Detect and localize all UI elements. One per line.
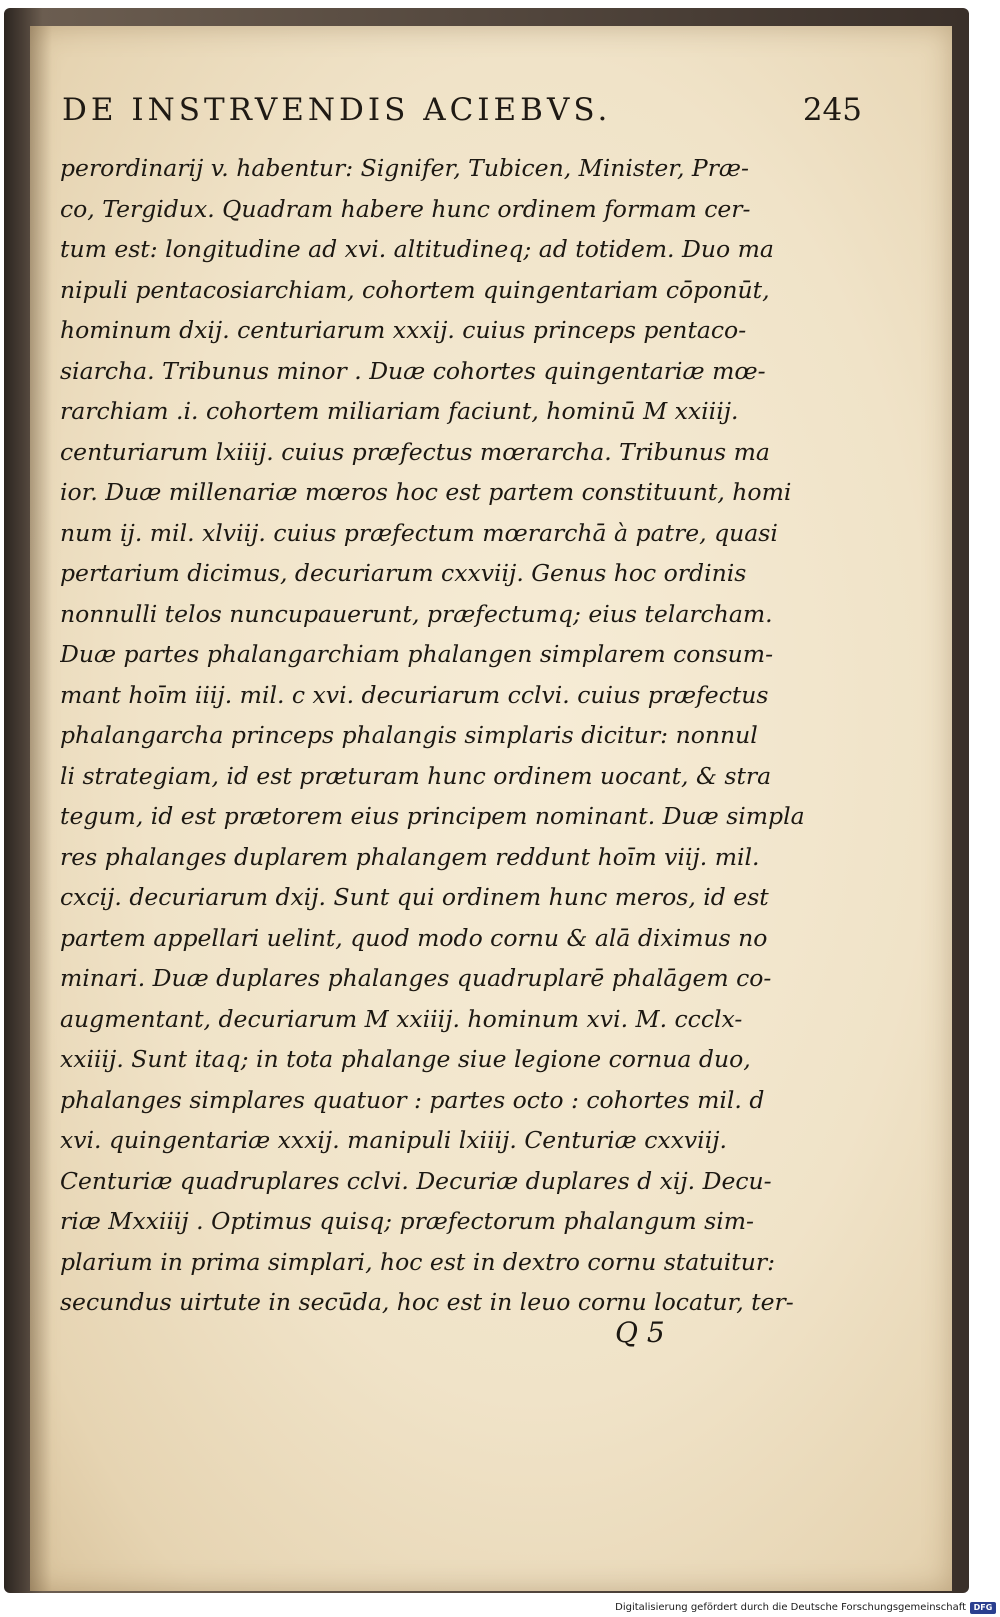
text-line: secundus uirtute in secūda, hoc est in leuo cornu locatur, ter- — [60, 1288, 794, 1316]
text-line: cxcij. decuriarum dxij. Sunt qui ordinem hunc meros, id est — [60, 883, 769, 911]
text-line: siarcha. Tribunus minor . Duæ cohortes quingentariæ mœ- — [60, 356, 766, 385]
text-line: tegum, id est prætorem eius principem nominant. Duæ simpla — [60, 802, 805, 830]
text-line: res phalanges duplarem phalangem reddunt hoīm viij. mil. — [60, 842, 760, 871]
text-line: perordinarij v. habentur: Signifer, Tubicen, Minister, Præ- — [60, 154, 749, 182]
signature-text: Q 5 — [615, 1316, 665, 1349]
text-line: tum est: longitudine ad xvi. altitudineq; ad totidem. Duo ma — [60, 235, 774, 263]
text-line: li strategiam, id est præturam hunc ordinem uocant, & stra — [60, 761, 772, 790]
text-line: phalangarcha princeps phalangis simplaris dicitur: nonnul — [60, 721, 758, 749]
signature-mark — [615, 1316, 685, 1356]
text-line: partem appellari uelint, quod modo cornu & alā diximus no — [60, 923, 768, 952]
text-line: xvi. quingentariæ xxxij. manipuli lxiiij. Centuriæ cxxviij. — [60, 1126, 727, 1154]
digitization-credit: Digitalisierung gefördert durch die Deutsche Forschungsgemeinschaft — [615, 1602, 966, 1613]
page-number: 245 — [802, 92, 862, 128]
text-line: plarium in prima simplari, hoc est in dextro cornu statuitur: — [60, 1247, 776, 1276]
text-line: nipuli pentacosiarchiam, cohortem quingentariam cōponūt, — [60, 275, 770, 304]
running-title: DE INSTRVENDIS ACIEBVS. — [62, 92, 612, 128]
dfg-logo: DFG — [970, 1602, 996, 1614]
body-text — [60, 148, 868, 1323]
text-line: rarchiam .i. cohortem miliariam faciunt, hominū M xxiiij. — [60, 397, 739, 425]
text-line: augmentant, decuriarum M xxiiij. hominum xvi. M. ccclx- — [60, 1004, 743, 1033]
text-line: xxiiij. Sunt itaq; in tota phalange siue legione cornua duo, — [60, 1045, 751, 1073]
page-header — [62, 92, 862, 140]
text-line: hominum dxij. centuriarum xxxij. cuius princeps pentaco- — [60, 316, 747, 344]
text-line: pertarium dicimus, decuriarum cxxviij. Genus hoc ordinis — [60, 559, 747, 587]
text-line: num ij. mil. xlviij. cuius præfectum mœrarchā à patre, quasi — [60, 518, 778, 547]
text-line: riæ Mxxiiij . Optimus quisq; præfectorum phalangum sim- — [60, 1207, 754, 1235]
text-line: Centuriæ quadruplares cclvi. Decuriæ duplares d xij. Decu- — [60, 1166, 772, 1195]
text-line: ior. Duæ millenariæ mœros hoc est partem constituunt, homi — [60, 478, 792, 506]
text-line: mant hoīm iiij. mil. c xvi. decuriarum cclvi. cuius præfectus — [60, 680, 769, 709]
text-line: nonnulli telos nuncupauerunt, præfectumq; eius telarcham. — [60, 599, 773, 628]
text-line: minari. Duæ duplares phalanges quadruplarē phalāgem co- — [60, 964, 772, 992]
text-line: centuriarum lxiiij. cuius præfectus mœrarcha. Tribunus ma — [60, 437, 770, 466]
text-line: phalanges simplares quatuor : partes octo : cohortes mil. d — [60, 1085, 765, 1114]
text-line: Duæ partes phalangarchiam phalangen simplarem consum- — [60, 640, 774, 668]
text-line: co, Tergidux. Quadram habere hunc ordinem formam cer- — [60, 194, 751, 223]
